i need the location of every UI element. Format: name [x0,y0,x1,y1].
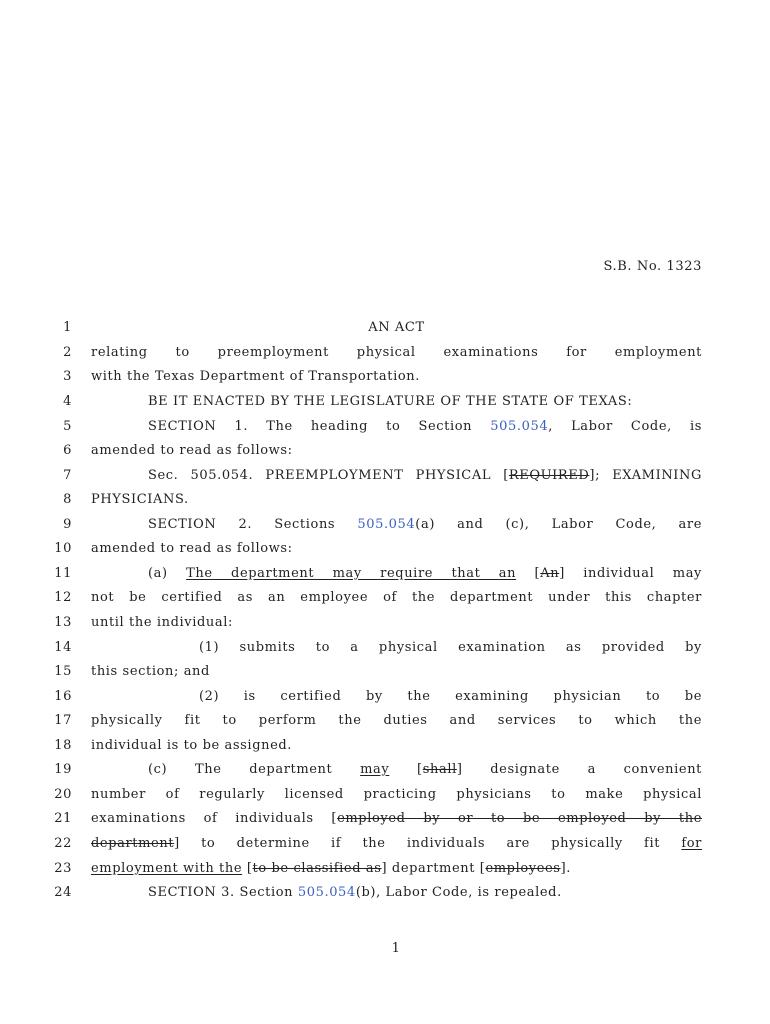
line-number: 13 [54,615,72,630]
statute-link[interactable]: 505.054 [357,517,416,532]
line-number: 21 [54,811,72,826]
line-number: 7 [63,468,72,483]
inserted-text: may [360,762,390,777]
line-number: 6 [63,443,72,458]
section-heading: Sec. 505.054. PREEMPLOYMENT PHYSICAL [REQUIRED]; EXAMINING [148,468,702,483]
bill-number: S.B. No. 1323 [603,259,702,274]
deleted-text: REQUIRED [508,468,590,483]
line-number: 2 [63,345,72,360]
line-number: 11 [54,566,72,581]
line-number: 24 [54,885,72,900]
section-2-text: SECTION 2. Sections 505.054(a) and (c), Labor Code, are [148,517,702,532]
line-number: 9 [63,517,72,532]
subdivision-2: individual is to be assigned. [91,738,293,753]
line-number: 14 [54,640,72,655]
line-number: 22 [54,836,72,851]
line-number: 18 [54,738,72,753]
subdivision-2: physically fit to perform the duties and services to which the [91,713,702,728]
caption-line: relating to preemployment physical examinations for employment [91,345,702,360]
line-number: 3 [63,369,72,384]
line-number: 16 [54,689,72,704]
enacting-clause: BE IT ENACTED BY THE LEGISLATURE OF THE STATE OF TEXAS: [148,394,633,409]
subsection-a: (a) The department may require that an [An] individual may [148,566,702,581]
deleted-text: department [91,836,175,851]
inserted-text: The department may require that an [186,566,517,581]
deleted-text: employees [485,861,561,876]
subsection-a: not be certified as an employee of the department under this chapter [91,590,702,605]
subdivision-2: (2) is certified by the examining physician to be [199,689,702,704]
line-number: 12 [54,590,72,605]
line-number: 10 [54,541,72,556]
section-heading: PHYSICIANS. [91,492,189,507]
subsection-c: number of regularly licensed practicing physicians to make physical [91,787,702,802]
line-number: 15 [54,664,72,679]
subdivision-1: this section; and [91,664,210,679]
subsection-c: (c) The department may [shall] designate a convenient [148,762,703,777]
deleted-text: to be classified as [252,861,382,876]
inserted-text: employment with the [91,861,243,876]
line-number: 8 [63,492,72,507]
line-number: 1 [63,320,72,335]
statute-link[interactable]: 505.054 [297,885,356,900]
line-number: 23 [54,861,72,876]
page-number: 1 [391,941,401,956]
line-number: 19 [54,762,72,777]
line-number: 20 [54,787,72,802]
deleted-text: An [540,566,560,581]
section-1-text: amended to read as follows: [91,443,293,458]
subsection-a: until the individual: [91,615,233,630]
statute-link[interactable]: 505.054 [490,419,549,434]
line-number: 5 [63,419,72,434]
subdivision-1: (1) submits to a physical examination as provided by [199,640,702,655]
section-3-text: SECTION 3. Section 505.054(b), Labor Code, is repealed. [148,885,562,900]
line-number: 17 [54,713,72,728]
deleted-text: shall [422,762,457,777]
inserted-text: for [681,836,702,851]
line-number: 4 [63,394,72,409]
subsection-c: employment with the [to be classified as] department [employees]. [91,861,571,876]
act-title: AN ACT [368,320,425,335]
section-1-text: SECTION 1. The heading to Section 505.054, Labor Code, is [148,419,702,434]
caption-line: with the Texas Department of Transportation. [91,369,420,384]
section-2-text: amended to read as follows: [91,541,293,556]
deleted-text: employed by or to be employed by the [337,811,702,826]
subsection-c: department] to determine if the individuals are physically fit for [91,836,702,851]
subsection-c: examinations of individuals [employed by or to be employed by the [91,811,702,826]
